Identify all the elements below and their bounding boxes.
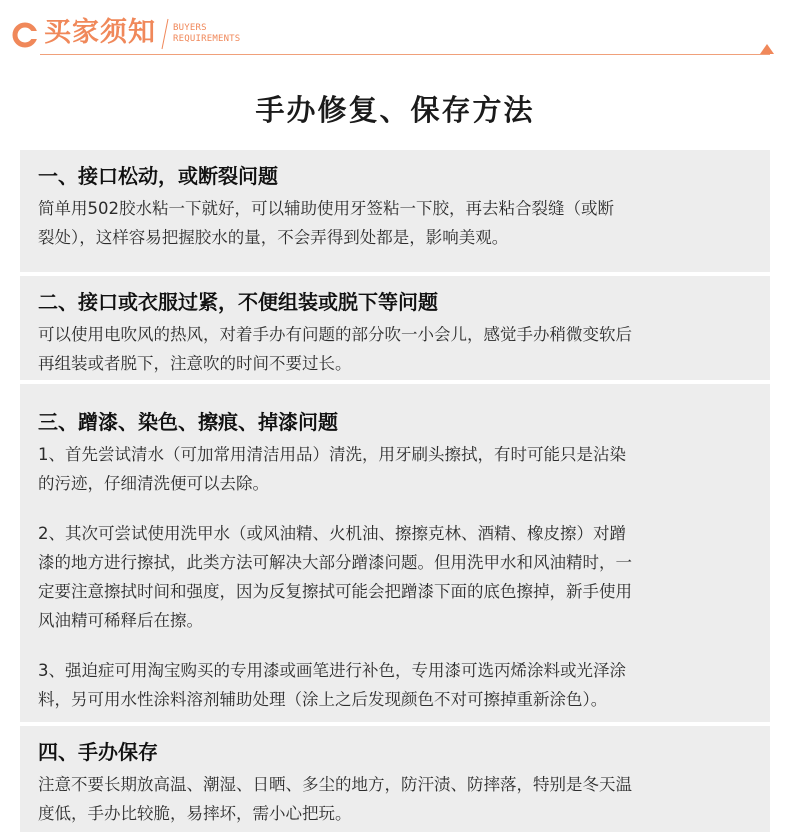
header-divider bbox=[40, 54, 770, 55]
section-text-line: 定要注意擦拭时间和强度，因为反复擦拭可能会把蹭漆下面的底色擦掉，新手使用 bbox=[38, 582, 632, 601]
header-banner bbox=[0, 0, 790, 62]
section-text-line: 料，另可用水性涂料溶剂辅助处理（涂上之后发现颜色不对可擦掉重新涂色）。 bbox=[38, 690, 608, 709]
page-title: 手办修复、保存方法 bbox=[255, 93, 535, 127]
section-text-line: 度低，手办比较脆，易摔坏，需小心把玩。 bbox=[38, 804, 352, 823]
section-loose-joint bbox=[20, 150, 770, 272]
section-storage bbox=[20, 726, 770, 832]
section-paint-damage bbox=[20, 384, 770, 722]
section-text-line: 可以使用电吹风的热风，对着手办有问题的部分吹一小会儿，感觉手办稍微变软后 bbox=[38, 325, 632, 344]
section-title: 一、接口松动，或断裂问题 bbox=[38, 164, 278, 188]
section-text-line: 裂处），这样容易把握胶水的量，不会弄得到处都是，影响美观。 bbox=[38, 228, 509, 247]
paragraph-gap bbox=[38, 498, 750, 519]
slash-divider-icon bbox=[161, 18, 169, 50]
section-text-line: 漆的地方进行擦拭，此类方法可解决大部分蹭漆问题。但用洗甲水和风油精时，一 bbox=[38, 553, 632, 572]
section-tight-fit bbox=[20, 276, 770, 380]
paragraph-gap bbox=[38, 635, 750, 656]
section-text-line: 3、强迫症可用淘宝购买的专用漆或画笔进行补色，专用漆可选丙烯涂料或光泽涂 bbox=[38, 661, 626, 680]
triangle-marker-icon bbox=[760, 44, 774, 54]
section-title: 三、蹭漆、染色、擦痕、掉漆问题 bbox=[38, 410, 338, 434]
section-text-line: 再组装或者脱下，注意吹的时间不要过长。 bbox=[38, 354, 352, 373]
section-text-line: 的污迹，仔细清洗便可以去除。 bbox=[38, 474, 269, 493]
section-title: 二、接口或衣服过紧，不便组装或脱下等问题 bbox=[38, 290, 438, 314]
brand-title: 买家须知 bbox=[44, 17, 156, 48]
section-text-line: 注意不要长期放高温、潮湿、日晒、多尘的地方，防汗渍、防摔落，特别是冬天温 bbox=[38, 775, 632, 794]
section-title: 四、手办保存 bbox=[38, 740, 158, 764]
section-text-line: 1、首先尝试清水（可加常用清洁用品）清洗，用牙刷头擦拭，有时可能只是沾染 bbox=[38, 445, 626, 464]
section-text-line: 简单用502胶水粘一下就好，可以辅助使用牙签粘一下胶，再去粘合裂缝（或断 bbox=[38, 199, 614, 218]
brand-subtitle bbox=[173, 23, 240, 45]
section-text-line: 风油精可稀释后在擦。 bbox=[38, 611, 203, 630]
brand-subtitle-line2: REQUIREMENTS bbox=[173, 34, 241, 44]
brand-subtitle-line1: BUYERS bbox=[173, 23, 207, 33]
section-text-line: 2、其次可尝试使用洗甲水（或风油精、火机油、擦擦克林、酒精、橡皮擦）对蹭 bbox=[38, 524, 626, 543]
orange-ring-icon bbox=[12, 22, 38, 48]
